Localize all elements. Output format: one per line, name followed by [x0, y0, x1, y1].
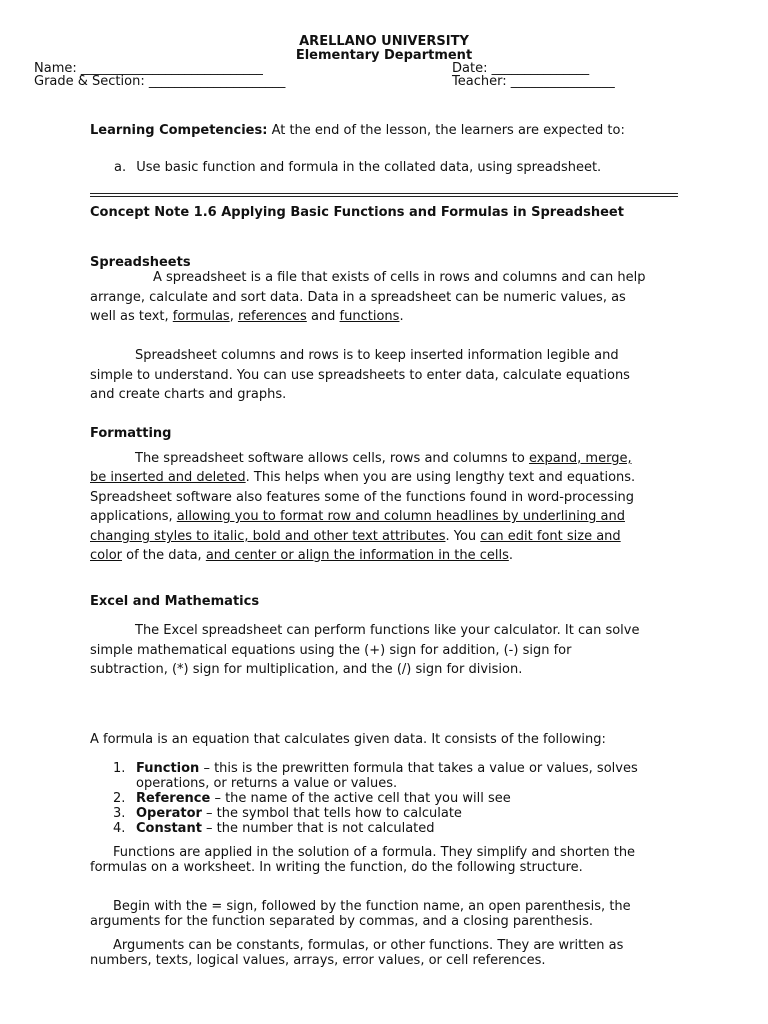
grade-blank: _____________________: [148, 74, 286, 89]
formatting-heading: Formatting: [90, 426, 172, 441]
competencies-label: Learning Competencies:: [90, 123, 268, 138]
term-function: Function: [136, 761, 200, 776]
list-number: 2.: [113, 791, 126, 806]
arguments-para-line-1: Arguments can be constants, formulas, or other functions. They are written as: [113, 938, 624, 953]
spreadsheets-line-3: [90, 309, 404, 325]
spreadsheets-line-1: A spreadsheet is a file that exists of cells in rows and columns and can help: [153, 270, 646, 285]
formula-intro: A formula is an equation that calculates given data. It consists of the following:: [90, 732, 606, 747]
underlined-text: be inserted and deleted: [90, 470, 246, 485]
text-span: .: [508, 548, 513, 563]
text-span: ,: [229, 309, 238, 324]
date-label: Date:: [452, 61, 488, 76]
text-span: – the number that is not calculated: [201, 821, 435, 836]
underlined-text: changing styles to italic, bold and other text attributes: [90, 529, 446, 544]
list-item-function: [136, 761, 638, 777]
divider-bottom: [90, 196, 678, 197]
underlined-text: allowing you to format row and column headlines by underlining and: [176, 509, 625, 524]
teacher-field: [452, 74, 615, 89]
text-span: . This helps when you are using lengthy text and equations.: [245, 470, 636, 485]
teacher-blank: ________________: [510, 74, 615, 89]
text-span: . You: [445, 529, 481, 544]
concept-note-title: Concept Note 1.6 Applying Basic Functions and Formulas in Spreadsheet: [90, 205, 624, 220]
text-span: – the name of the active cell that you will see: [210, 791, 511, 806]
formatting-line-1: [135, 451, 632, 467]
list-item: [113, 806, 125, 822]
excel-line-2: simple mathematical equations using the (+) sign for addition, (-) sign for: [90, 643, 572, 658]
list-item-constant: [136, 821, 435, 837]
text-span: well as text,: [90, 309, 173, 324]
text-span: The spreadsheet software allows cells, rows and columns to: [135, 451, 529, 466]
list-item-reference: [136, 791, 511, 807]
underlined-text: can edit font size and: [480, 529, 621, 544]
divider-top: [90, 193, 678, 194]
learning-competencies: [90, 123, 625, 138]
excel-line-1: The Excel spreadsheet can perform functions like your calculator. It can solve: [135, 623, 640, 638]
term-constant: Constant: [136, 821, 202, 836]
excel-line-3: subtraction, (*) sign for multiplication, and the (/) sign for division.: [90, 662, 523, 677]
university-title: ARELLANO UNIVERSITY: [299, 34, 469, 49]
text-span: and: [306, 309, 340, 324]
list-number: 1.: [113, 761, 126, 776]
grade-label: Grade & Section:: [34, 74, 145, 89]
spreadsheets-p2-line-1: Spreadsheet columns and rows is to keep inserted information legible and: [135, 348, 619, 363]
arguments-para-line-2: numbers, texts, logical values, arrays, error values, or cell references.: [90, 953, 546, 968]
spreadsheets-p2-line-2: simple to understand. You can use spreadsheets to enter data, calculate equations: [90, 368, 630, 383]
underlined-text: color: [90, 548, 123, 563]
list-item: [113, 821, 125, 837]
term-reference: Reference: [136, 791, 211, 806]
date-blank: _______________: [491, 61, 590, 76]
competency-item: [114, 160, 601, 175]
begin-para-line-1: Begin with the = sign, followed by the function name, an open parenthesis, the: [113, 899, 631, 914]
list-item: [113, 761, 125, 777]
formatting-line-2: [90, 470, 635, 486]
functions-para-line-2: formulas on a worksheet. In writing the function, do the following structure.: [90, 860, 583, 875]
formatting-line-4: [90, 509, 625, 525]
list-number: 3.: [113, 806, 126, 821]
text-span: of the data,: [122, 548, 206, 563]
competencies-text: At the end of the lesson, the learners are expected to:: [267, 123, 625, 138]
formatting-line-5: [90, 529, 621, 545]
underlined-text: and center or align the information in the cells: [205, 548, 509, 563]
functions-para-line-1: Functions are applied in the solution of a formula. They simplify and shorten the: [113, 845, 636, 860]
name-blank: ____________________________: [80, 61, 263, 76]
teacher-label: Teacher:: [452, 74, 507, 89]
competency-marker: a.: [114, 160, 127, 175]
competency-text: Use basic function and formula in the collated data, using spreadsheet.: [136, 160, 602, 175]
text-span: .: [399, 309, 404, 324]
grade-section-field: [34, 74, 285, 89]
list-item-operator: [136, 806, 462, 822]
term-operator: Operator: [136, 806, 202, 821]
list-item-function-cont: operations, or returns a value or values.: [136, 776, 398, 791]
references-link: references: [237, 309, 307, 324]
excel-heading: Excel and Mathematics: [90, 594, 260, 609]
formatting-line-3: Spreadsheet software also features some of the functions found in word-processing: [90, 490, 634, 505]
name-label: Name:: [34, 61, 77, 76]
underlined-text: expand, merge,: [528, 451, 632, 466]
spreadsheets-p2-line-3: and create charts and graphs.: [90, 387, 287, 402]
text-span: – the symbol that tells how to calculate: [201, 806, 462, 821]
spreadsheets-line-2: arrange, calculate and sort data. Data in a spreadsheet can be numeric values, as: [90, 290, 626, 305]
spreadsheets-heading: Spreadsheets: [90, 255, 191, 270]
text-span: applications,: [90, 509, 177, 524]
begin-para-line-2: arguments for the function separated by commas, and a closing parenthesis.: [90, 914, 594, 929]
functions-link: functions: [339, 309, 400, 324]
list-number: 4.: [113, 821, 126, 836]
list-item: [113, 791, 125, 807]
formatting-line-6: [90, 548, 513, 564]
text-span: – this is the prewritten formula that takes a value or values, solves: [199, 761, 638, 776]
department-title: Elementary Department: [295, 48, 473, 63]
formulas-link: formulas: [172, 309, 230, 324]
